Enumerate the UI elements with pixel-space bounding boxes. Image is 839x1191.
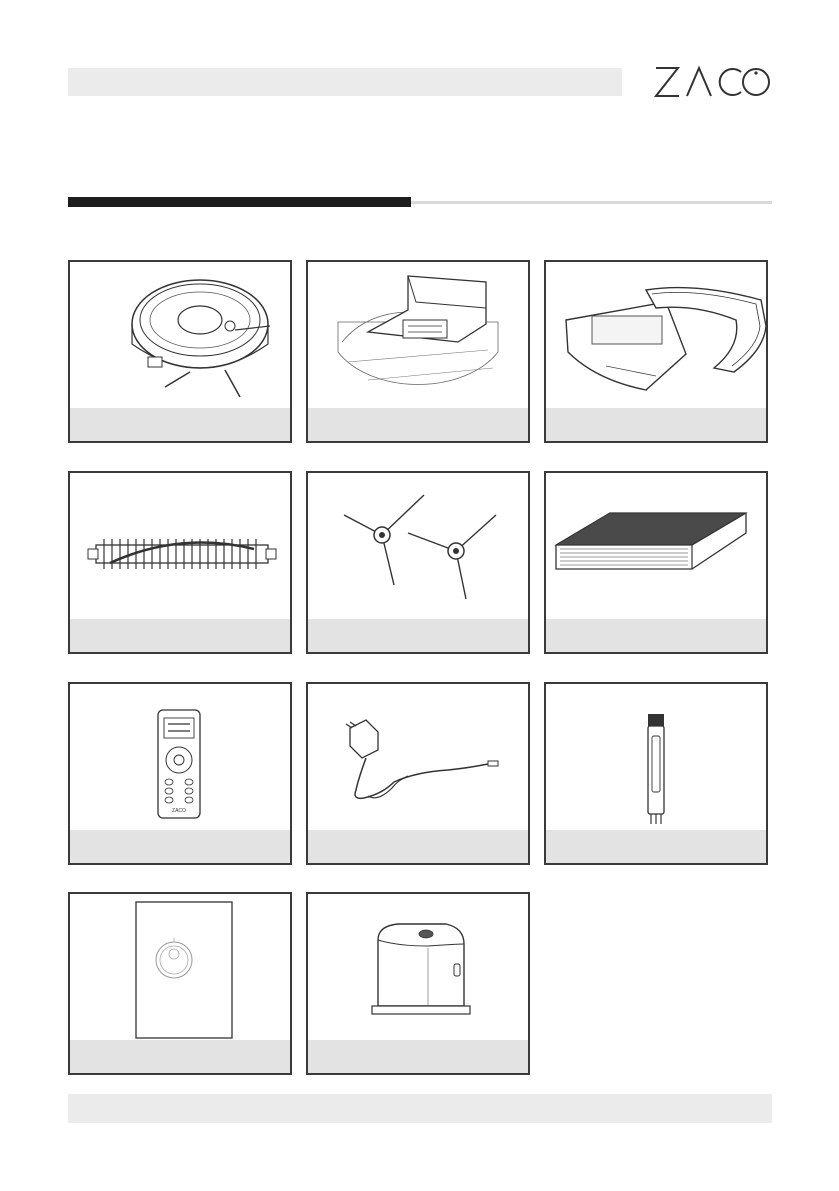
accessory-caption [308, 619, 528, 652]
remote-control-icon [70, 684, 290, 830]
accessory-caption [70, 619, 290, 652]
accessory-robot-vacuum [68, 260, 292, 443]
cleaning-tool-icon [546, 684, 766, 830]
main-brush-icon [70, 473, 290, 619]
accessory-dustbin-mop [544, 260, 768, 443]
accessory-user-manual [68, 892, 292, 1075]
accessory-power-adapter [306, 682, 530, 865]
filter-icon [546, 473, 766, 619]
side-brushes-icon [308, 473, 528, 619]
header-bar [68, 68, 622, 96]
accessory-caption [70, 830, 290, 863]
accessory-caption [308, 408, 528, 441]
accessory-side-brushes [306, 471, 530, 654]
zaco-logo [654, 64, 772, 100]
charging-dock-icon [308, 262, 528, 408]
accessory-main-brush [68, 471, 292, 654]
accessory-filter [544, 471, 768, 654]
robot-vacuum-icon [70, 262, 290, 408]
accessory-caption [546, 408, 766, 441]
accessory-charging-dock [306, 260, 530, 443]
section-rule-light [411, 201, 772, 204]
section-rule-dark [68, 197, 411, 207]
svg-text:ZACO: ZACO [172, 808, 186, 814]
accessory-caption [308, 1040, 528, 1073]
water-tank-icon [308, 894, 528, 1040]
user-manual-icon [70, 894, 290, 1040]
accessory-remote-control [68, 682, 292, 865]
footer-bar [68, 1094, 772, 1123]
accessory-caption [546, 830, 766, 863]
power-adapter-icon [308, 684, 528, 830]
accessory-caption [70, 1040, 290, 1073]
accessory-caption [546, 619, 766, 652]
accessory-water-tank [306, 892, 530, 1075]
accessory-caption [308, 830, 528, 863]
dustbin-and-mop-icon [546, 262, 766, 408]
accessory-caption [70, 408, 290, 441]
accessory-cleaning-tool [544, 682, 768, 865]
